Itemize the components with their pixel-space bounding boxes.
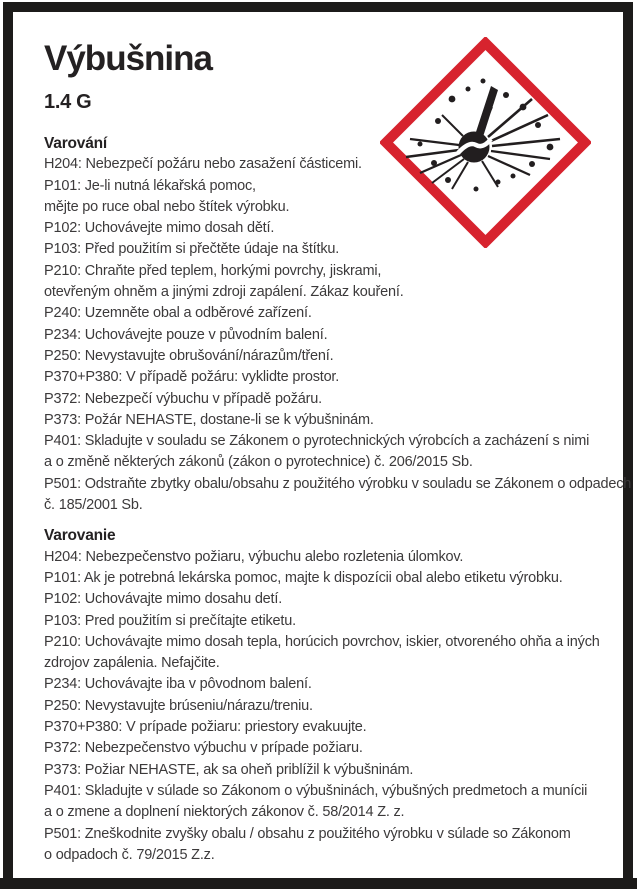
statement-line: P373: Požiar NEHASTE, ak sa oheň priblížil k výbušninám. [44, 761, 414, 778]
statement-line: otevřeným ohněm a jinými zdroji zapálení. Zákaz kouření. [44, 284, 404, 301]
statement-line: o odpadoch č. 79/2015 Z.z. [44, 846, 215, 863]
statement-line: P101: Ak je potrebná lekárska pomoc, majte k dispozícii obal alebo etiketu výrobku. [44, 569, 563, 586]
statement-line: č. 185/2001 Sb. [44, 497, 143, 514]
statement-line: P101: Je-li nutná lékařská pomoc, [44, 177, 256, 194]
statement-line: P234: Uchovávejte pouze v původním balení. [44, 326, 328, 343]
signal-word: Varovanie [44, 527, 116, 545]
statement-line: mějte po ruce obal nebo štítek výrobku. [44, 198, 290, 215]
statement-line: P103: Pred použitím si prečítajte etiketu. [44, 612, 296, 629]
statement-line: a o zmene a doplnení niektorých zákonov č. 58/2014 Z. z. [44, 804, 405, 821]
statement-line: P250: Nevystavujte obrušování/nárazům/tření. [44, 347, 334, 364]
statement-line: zdrojov zapálenia. Nefajčite. [44, 655, 220, 672]
statement-line: P372: Nebezpečí výbuchu v případě požáru. [44, 390, 322, 407]
product-title: Výbušnina [44, 39, 212, 78]
statement-line: P240: Uzemněte obal a odběrové zařízení. [44, 305, 312, 322]
hazard-section [44, 525, 624, 866]
statement-line: P102: Uchovávejte mimo dosah dětí. [44, 220, 275, 237]
statement-line: P501: Zneškodnite zvyšky obalu / obsahu z použitého výrobku v súlade so Zákonom [44, 825, 571, 842]
statement-line: P501: Odstraňte zbytky obalu/obsahu z použitého výrobku v souladu se Zákonem o odpadech [44, 475, 632, 492]
statement-line: H204: Nebezpečenstvo požiaru, výbuchu alebo rozletenia úlomkov. [44, 548, 464, 565]
statement-line: P370+P380: V případě požáru: vyklidte prostor. [44, 369, 340, 386]
statement-line: P210: Uchovávajte mimo dosah tepla, horúcich povrchov, iskier, otvoreného ohňa a iných [44, 633, 600, 650]
transport-classification: 1.4 G [44, 91, 92, 113]
statement-line: P401: Skladujte v súlade so Zákonom o výbušninách, výbušných predmetoch a munícii [44, 782, 588, 799]
statement-line: P234: Uchovávajte iba v pôvodnom balení. [44, 676, 312, 693]
statement-line: P103: Před použitím si přečtěte údaje na štítku. [44, 241, 340, 258]
statement-line: a o změně některých zákonů (zákon o pyrotechnice) č. 206/2015 Sb. [44, 454, 473, 471]
statement-line: H204: Nebezpečí požáru nebo zasažení částicemi. [44, 156, 362, 173]
statement-line: P210: Chraňte před teplem, horkými povrchy, jiskrami, [44, 262, 382, 279]
statement-line: P373: Požár NEHASTE, dostane-li se k výbušninám. [44, 411, 374, 428]
statement-line: P370+P380: V prípade požiaru: priestory evakuujte. [44, 719, 367, 736]
signal-word: Varování [44, 135, 108, 152]
statement-line: P372: Nebezpečenstvo výbuchu v prípade požiaru. [44, 740, 363, 757]
statement-sections [44, 133, 632, 866]
hazard-section [44, 133, 632, 516]
statement-line: P401: Skladujte v souladu se Zákonem o pyrotechnických výrobcích a zacházení s nimi [44, 433, 590, 450]
statement-line: P102: Uchovávajte mimo dosahu detí. [44, 591, 283, 608]
bottom-border-bar [0, 878, 637, 889]
statement-line: P250: Nevystavujte brúseniu/nárazu/treniu. [44, 697, 313, 714]
